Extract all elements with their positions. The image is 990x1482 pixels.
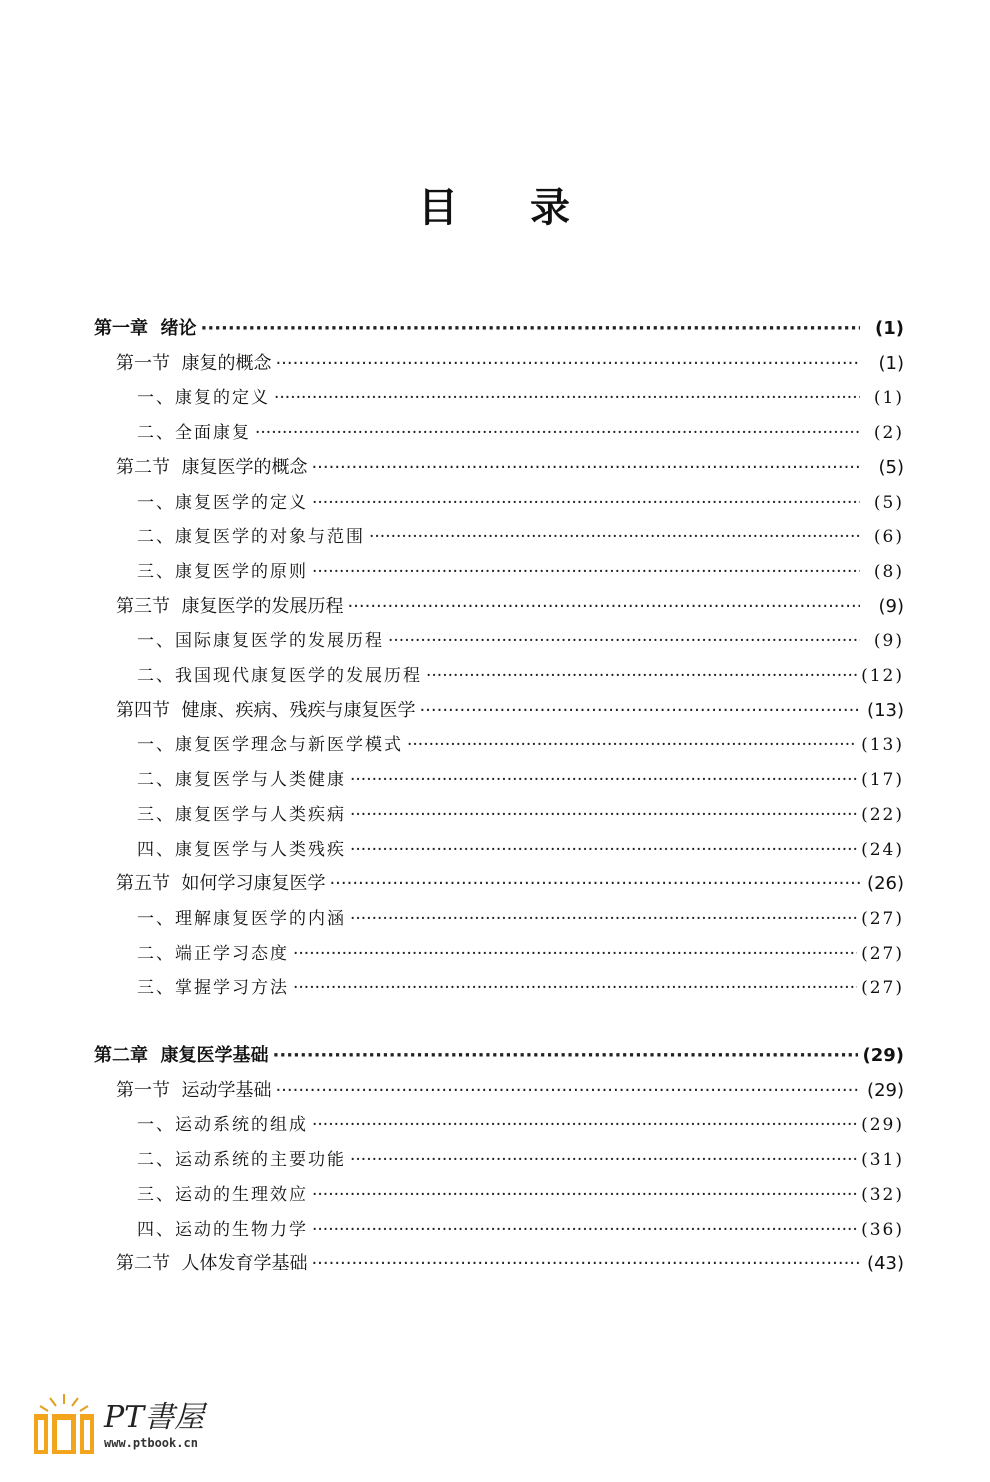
toc-entry-page: (13) bbox=[861, 735, 904, 756]
toc-entry-item bbox=[137, 763, 904, 797]
dot-leader bbox=[201, 312, 860, 346]
toc-entry-section bbox=[116, 694, 904, 728]
dot-leader bbox=[388, 624, 860, 658]
toc-entry-item bbox=[137, 416, 904, 450]
toc-entry-item bbox=[137, 1213, 904, 1247]
toc-entry-label: 第一章 绪论 bbox=[94, 318, 197, 339]
toc-entry-page: (9) bbox=[878, 595, 904, 617]
toc-entry-item bbox=[137, 486, 904, 520]
toc-entry-item bbox=[137, 381, 904, 415]
toc-entry-section bbox=[116, 1247, 904, 1281]
dot-leader bbox=[312, 486, 860, 520]
toc-entry-label: 第一节 康复的概念 bbox=[116, 352, 272, 374]
toc-entry-chapter bbox=[94, 1039, 904, 1073]
toc-entry-page: (29) bbox=[861, 1115, 904, 1136]
book-logo-icon bbox=[30, 1392, 98, 1458]
toc-entry-page: (1) bbox=[878, 352, 904, 374]
toc-entry-section bbox=[116, 590, 904, 624]
toc-entry-item bbox=[137, 937, 904, 971]
logo-url: www.ptbook.cn bbox=[104, 1436, 198, 1450]
toc-entry-label: 一、康复医学的定义 bbox=[137, 492, 308, 513]
dot-leader bbox=[293, 937, 857, 971]
dot-leader bbox=[273, 1039, 859, 1073]
logo-text: PT書屋 bbox=[104, 1400, 205, 1435]
toc-entry-label: 第三节 康复医学的发展历程 bbox=[116, 595, 344, 617]
dot-leader bbox=[347, 590, 860, 624]
dot-leader bbox=[350, 798, 857, 832]
dot-leader bbox=[350, 902, 857, 936]
toc-entry-page: (22) bbox=[861, 804, 904, 825]
dot-leader bbox=[312, 1213, 857, 1247]
toc-entry-label: 二、全面康复 bbox=[137, 423, 251, 444]
dot-leader bbox=[312, 555, 860, 589]
toc-entry-item bbox=[137, 902, 904, 936]
dot-leader bbox=[350, 763, 857, 797]
toc-entry-item bbox=[137, 1143, 904, 1177]
toc-entry-page: (36) bbox=[861, 1219, 904, 1240]
toc-entry-page: (5) bbox=[873, 492, 904, 513]
dot-leader bbox=[419, 694, 860, 728]
toc-entry-page: (1) bbox=[873, 388, 904, 409]
toc-entry-label: 一、运动系统的组成 bbox=[137, 1115, 308, 1136]
dot-leader bbox=[311, 451, 860, 485]
toc-entry-page: (9) bbox=[873, 631, 904, 652]
dot-leader bbox=[255, 416, 860, 450]
toc-entry-page: (29) bbox=[867, 1079, 904, 1101]
toc-entry-label: 第一节 运动学基础 bbox=[116, 1079, 272, 1101]
toc-entry-page: (29) bbox=[862, 1045, 904, 1066]
toc-entry-label: 一、国际康复医学的发展历程 bbox=[137, 631, 384, 652]
toc-entry-chapter bbox=[94, 312, 904, 346]
toc-entry-label: 一、康复的定义 bbox=[137, 388, 270, 409]
toc-entry-section bbox=[116, 451, 904, 485]
dot-leader bbox=[275, 1074, 860, 1108]
toc-entry-page: (27) bbox=[861, 978, 904, 999]
toc-entry-label: 二、康复医学与人类健康 bbox=[137, 770, 346, 791]
toc-entry-page: (26) bbox=[867, 873, 904, 895]
toc-entry-item bbox=[137, 624, 904, 658]
toc-entry-item bbox=[137, 1108, 904, 1142]
toc-entry-label: 二、康复医学的对象与范围 bbox=[137, 527, 365, 548]
toc-entry-label: 二、我国现代康复医学的发展历程 bbox=[137, 666, 422, 686]
toc-entry-page: (27) bbox=[861, 943, 904, 964]
toc-entry-label: 第二节 康复医学的概念 bbox=[116, 456, 308, 478]
dot-leader bbox=[312, 1108, 857, 1142]
toc-entry-page: (8) bbox=[873, 561, 904, 582]
toc-entry-label: 三、运动的生理效应 bbox=[137, 1184, 308, 1205]
dot-leader bbox=[274, 381, 860, 415]
toc-entry-label: 四、康复医学与人类残疾 bbox=[137, 839, 346, 860]
toc-entry-page: (2) bbox=[873, 423, 904, 444]
dot-leader bbox=[426, 659, 857, 693]
toc-entry-label: 第二节 人体发育学基础 bbox=[116, 1253, 308, 1275]
title-char-1: 目 bbox=[418, 185, 460, 231]
toc-entry-section bbox=[116, 867, 904, 901]
toc-entry-label: 二、运动系统的主要功能 bbox=[137, 1150, 346, 1171]
dot-leader bbox=[293, 971, 857, 1005]
toc-entry-page: (24) bbox=[861, 839, 904, 860]
dot-leader bbox=[350, 1143, 857, 1177]
toc-entry-page: (1) bbox=[875, 318, 904, 339]
toc-entry-item bbox=[137, 798, 904, 832]
dot-leader bbox=[311, 1247, 860, 1281]
page-title bbox=[0, 176, 990, 233]
toc-entry-item bbox=[137, 555, 904, 589]
toc-entry-item bbox=[137, 728, 904, 762]
toc-entry-label: 第四节 健康、疾病、残疾与康复医学 bbox=[116, 699, 416, 721]
toc-entry-label: 第五节 如何学习康复医学 bbox=[116, 873, 326, 895]
toc-entry-label: 四、运动的生物力学 bbox=[137, 1219, 308, 1240]
dot-leader bbox=[312, 1178, 857, 1212]
toc-entry-page: (31) bbox=[861, 1150, 904, 1171]
toc-entry-item bbox=[137, 1178, 904, 1212]
dot-leader bbox=[369, 520, 860, 554]
title-char-2: 录 bbox=[530, 185, 572, 231]
toc-entry-label: 一、理解康复医学的内涵 bbox=[137, 908, 346, 929]
toc-entry-label: 三、康复医学的原则 bbox=[137, 561, 308, 582]
toc-entry-label: 第二章 康复医学基础 bbox=[94, 1045, 269, 1066]
dot-leader bbox=[350, 833, 857, 867]
toc-entry-page: (5) bbox=[878, 456, 904, 478]
dot-leader bbox=[275, 347, 860, 381]
toc-entry-page: (27) bbox=[861, 908, 904, 929]
dot-leader bbox=[329, 867, 860, 901]
toc-entry-page: (32) bbox=[861, 1184, 904, 1205]
toc-entry-label: 二、端正学习态度 bbox=[137, 943, 289, 964]
toc-entry-page: (43) bbox=[867, 1253, 904, 1275]
toc-entry-item bbox=[137, 971, 904, 1005]
toc-entry-section bbox=[116, 1074, 904, 1108]
toc-entry-label: 三、康复医学与人类疾病 bbox=[137, 804, 346, 825]
toc-entry-page: (17) bbox=[861, 770, 904, 791]
toc-entry-page: (6) bbox=[873, 527, 904, 548]
toc-entry-page: (12) bbox=[861, 666, 904, 686]
site-logo bbox=[30, 1392, 230, 1462]
toc-entry-item bbox=[137, 520, 904, 554]
toc-entry-page: (13) bbox=[867, 699, 904, 721]
toc-entry-label: 三、掌握学习方法 bbox=[137, 978, 289, 999]
toc-entry-section bbox=[116, 347, 904, 381]
toc-entry-item bbox=[137, 659, 904, 693]
toc-entry-label: 一、康复医学理念与新医学模式 bbox=[137, 735, 403, 756]
dot-leader bbox=[407, 728, 857, 762]
toc-entry-item bbox=[137, 833, 904, 867]
